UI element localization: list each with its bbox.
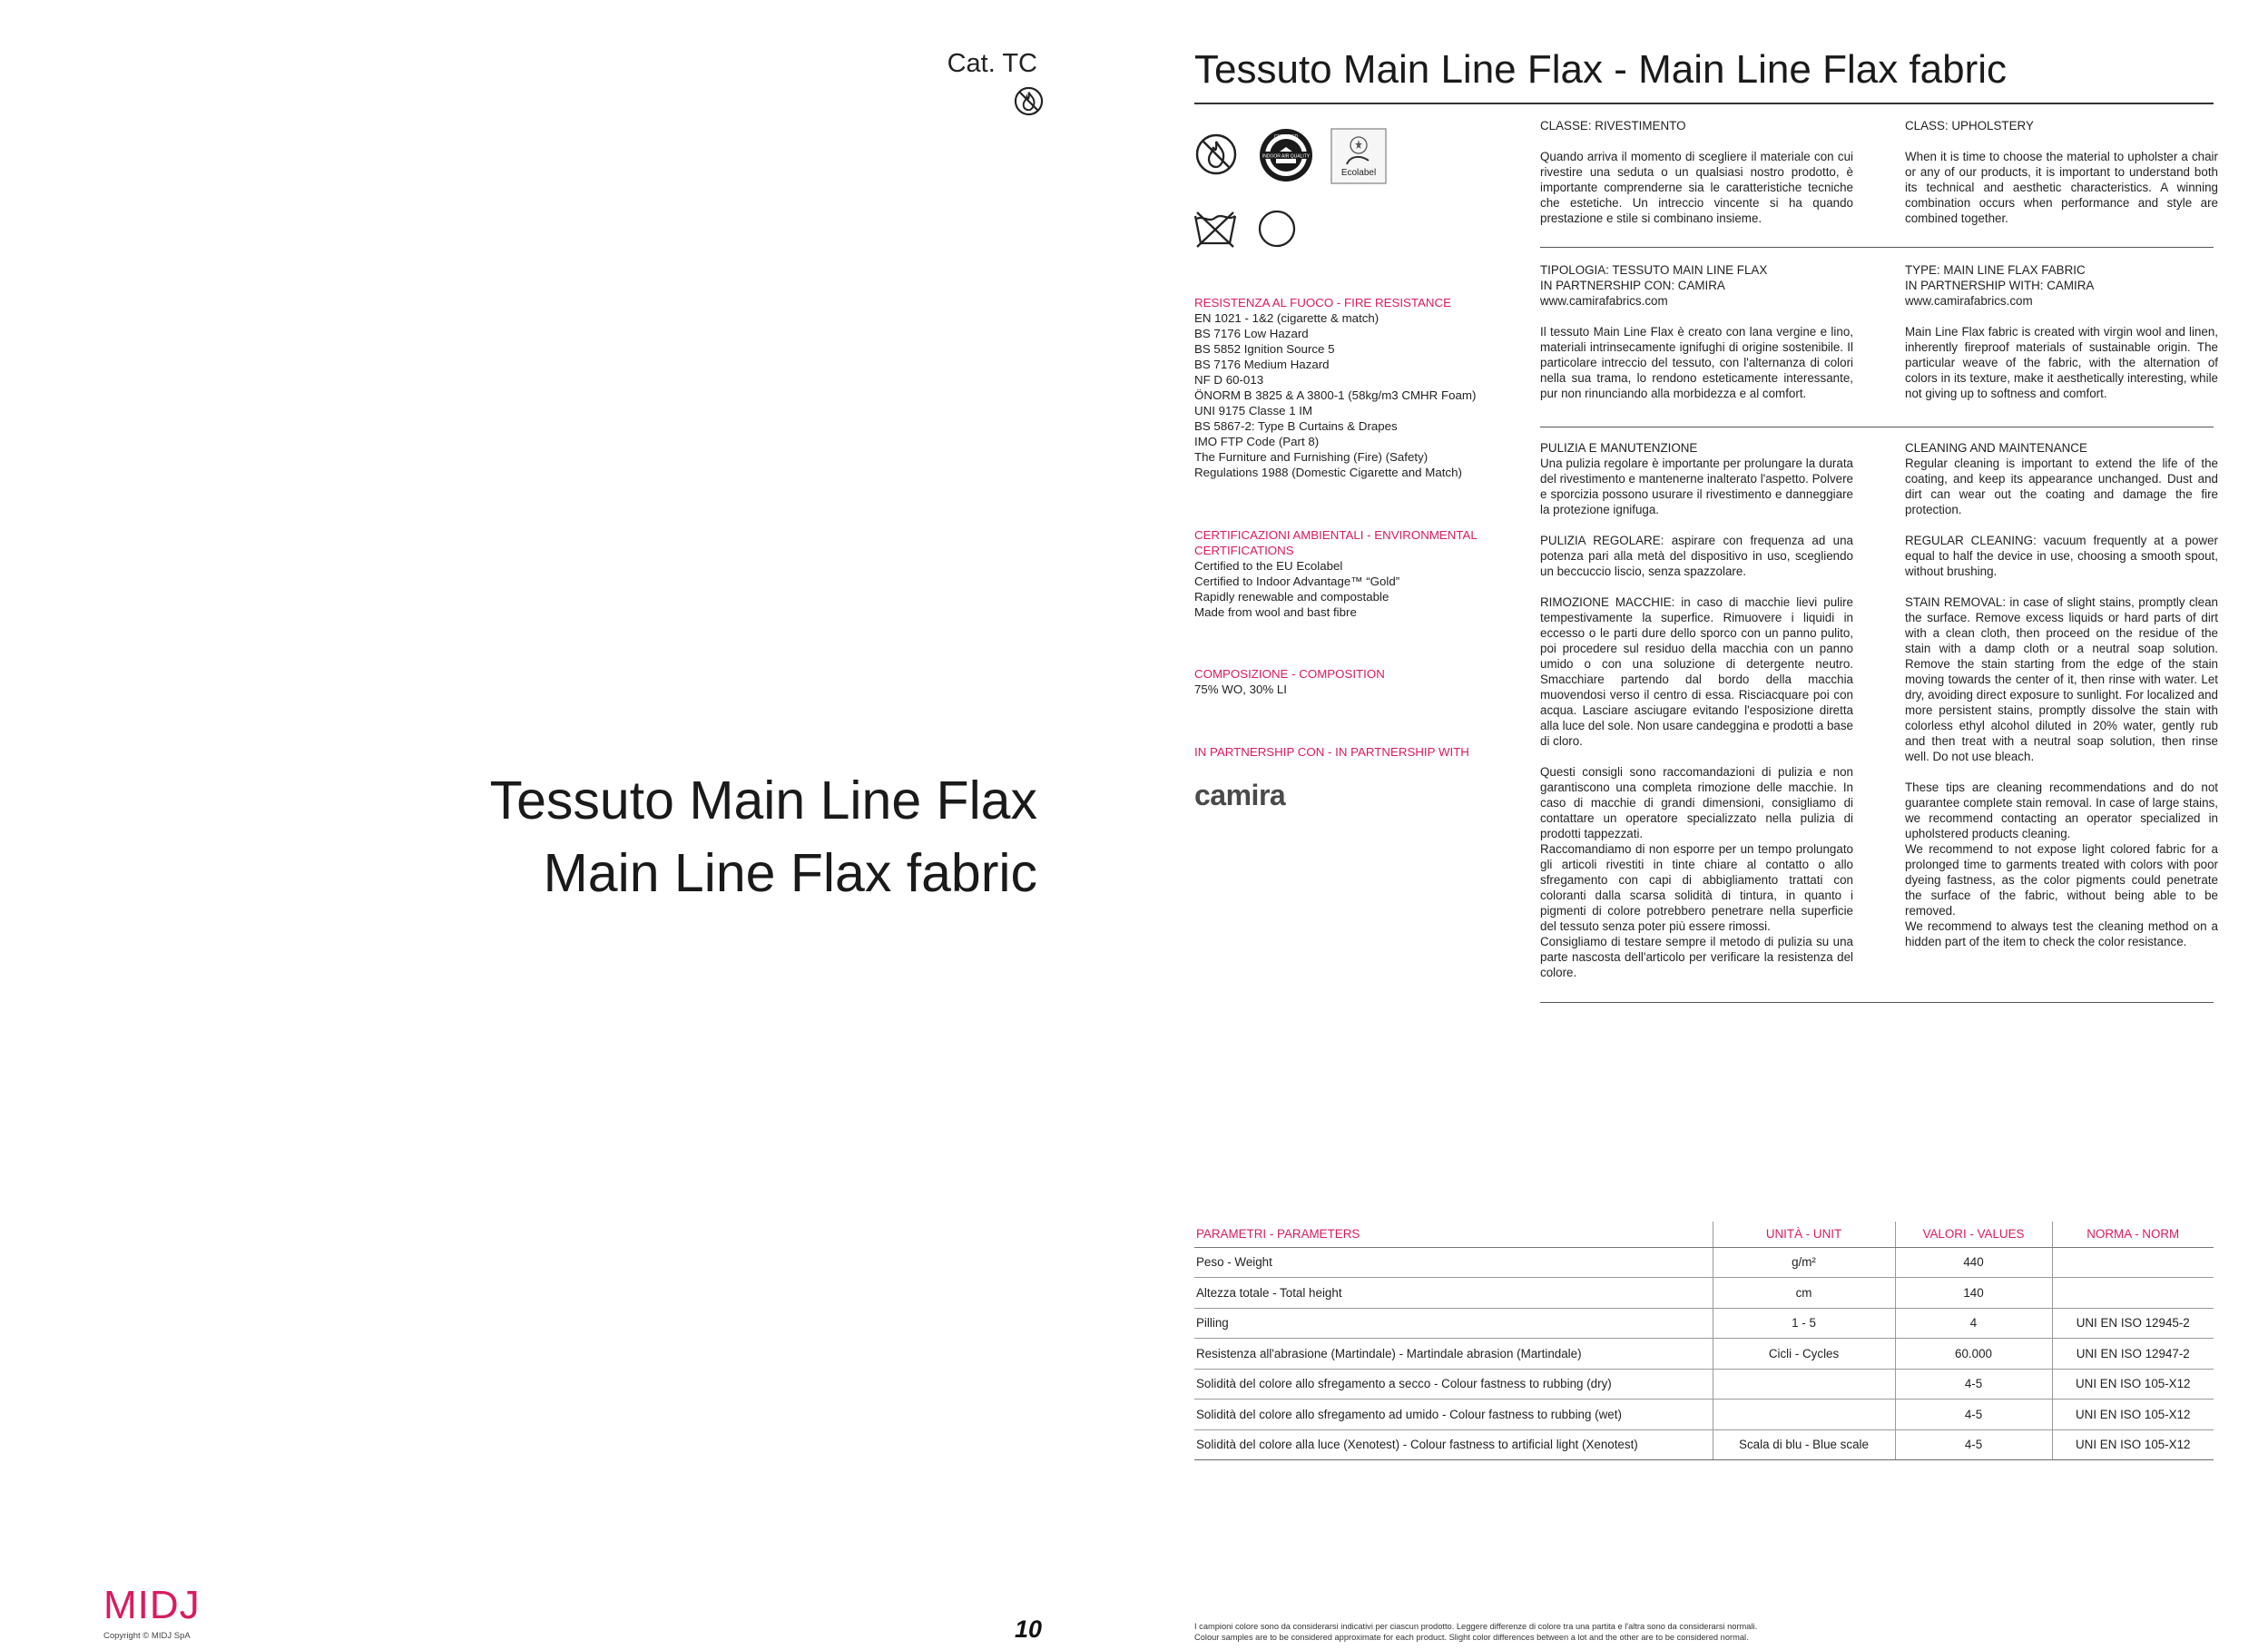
fire-resistance-heading: RESISTENZA AL FUOCO - FIRE RESISTANCE (1194, 296, 1451, 309)
section-rule (1540, 1002, 2214, 1003)
table-cell: UNI EN ISO 12947-2 (2052, 1339, 2214, 1370)
page-number: 10 (1015, 1616, 1043, 1643)
tumble-dry-icon (1256, 208, 1298, 250)
fire-standard-item: BS 7176 Low Hazard (1194, 327, 1309, 340)
italian-column (1540, 118, 1853, 226)
fire-resistance-section (1194, 295, 1503, 480)
regular-cleaning-it: PULIZIA REGOLARE: aspirare con frequenza ad una potenza pari alla metà del dispositivo in uso, scegliendo un beccuccio liscio, senza spazzolare. (1540, 534, 1853, 578)
website-it: www.camirafabrics.com (1540, 294, 1668, 308)
english-column (1905, 118, 2218, 226)
table-cell: 140 (1895, 1278, 2052, 1309)
table-cell: Altezza totale - Total height (1194, 1278, 1713, 1309)
cleaning-block-it (1540, 440, 1853, 980)
table-row (1194, 1369, 2214, 1400)
composition-value: 75% WO, 30% LI (1194, 683, 1287, 696)
product-title-italian: Tessuto Main Line Flax (489, 771, 1037, 830)
stain-removal-it: RIMOZIONE MACCHIE: in caso di macchie lievi pulire tempestivamente la superfice. Rimuovere i liquidi in eccesso o le parti dure dello sporco con un panno pulito, poi procedere sul residuo della macchia con un panno umido o con una soluzione di detergente neutro. Smacchiare partendo dal bordo della macchia muovendosi verso il centro di essa. Risciacquare poi con acqua. Lasciare asciugare evitando l'esposizione diretta alla luce del sole. Non usare candeggina e prodotti a base di cloro. (1540, 595, 1853, 748)
column-header: NORMA - NORM (2052, 1222, 2214, 1247)
column-header: PARAMETRI - PARAMETERS (1194, 1222, 1713, 1247)
title-rule (1194, 103, 2214, 104)
type-line-it: TIPOLOGIA: TESSUTO MAIN LINE FLAX (1540, 263, 1768, 277)
stain-removal-en: STAIN REMOVAL: in case of slight stains, promptly clean the surface. Remove excess liquids or hard parts of dirt with a clean cloth, then proceed on the residue of the stain with a damp cloth or a neutral soap solution. Remove the stain starting from the edge of the stain moving towards the center of it, then rinse with water. Let dry, avoiding direct exposure to sunlight. For localized and more persistent stains, promptly dissolve the stain with colorless ethyl alcohol diluted in 20% water, gently rub and then treat with a neutral soap solution, then rinse well. Do not use bleach. (1905, 595, 2218, 763)
cleaning-text-en: Regular cleaning is important to extend the life of the coating, and keep its appearance unchanged. Dust and dirt can wear out the coating and damage the fire protection. (1905, 457, 2218, 516)
no-fire-icon (1194, 133, 1238, 176)
fire-standard-item: ÖNORM B 3825 & A 3800-1 (58kg/m3 CMHR Foam) (1194, 388, 1477, 402)
type-text-en: Main Line Flax fabric is created with virgin wool and linen, inherently fireproof materials of sustainable origin. The particular weave of the fabric, with the alternation of colors in its texture, make it aesthetically interesting, while not giving up to softness and comfort. (1905, 325, 2218, 400)
advice-it-3: Consigliamo di testare sempre il metodo di pulizia su una parte nascosta dell'articolo per verificare la resistenza del colore. (1540, 935, 1853, 979)
fire-standard-item: IMO FTP Code (Part 8) (1194, 435, 1320, 448)
column-header: VALORI - VALUES (1895, 1222, 2052, 1247)
table-cell: UNI EN ISO 105-X12 (2052, 1369, 2214, 1400)
type-text-it: Il tessuto Main Line Flax è creato con lana vergine e lino, materiali intrinsecamente ignifughi di origine sostenibile. Il particolare intreccio del tessuto, con l'alternanza di colori nella sua trama, lo rendono esteticamente interessante, pur non rinunciando alla morbidezza e al comfort. (1540, 325, 1853, 400)
page-title: Tessuto Main Line Flax - Main Line Flax fabric (1194, 47, 2008, 92)
table-cell: UNI EN ISO 105-X12 (2052, 1400, 2214, 1430)
svg-text:CERTIFIED: CERTIFIED (1273, 134, 1299, 140)
table-cell: Solidità del colore allo sfregamento a secco - Colour fastness to rubbing (dry) (1194, 1369, 1713, 1400)
table-cell: 4-5 (1895, 1400, 2052, 1430)
cleaning-text-it: Una pulizia regolare è importante per prolungare la durata del rivestimento e mantenerne inalterato l'aspetto. Polvere e sporcizia possono usurare il rivestimento e danneggiare la protezione ignifuga. (1540, 457, 1853, 516)
table-cell: Solidità del colore alla luce (Xenotest) - Colour fastness to artificial light (Xenotest) (1194, 1429, 1713, 1460)
table-row (1194, 1339, 2214, 1370)
composition-heading: COMPOSIZIONE - COMPOSITION (1194, 667, 1385, 681)
fire-standard-item: UNI 9175 Classe 1 IM (1194, 404, 1313, 417)
table-cell (1713, 1369, 1895, 1400)
footer-disclaimer (1194, 1621, 1757, 1643)
section-rule (1540, 247, 2214, 248)
table-cell: Pilling (1194, 1308, 1713, 1339)
environmental-item: Made from wool and bast fibre (1194, 605, 1357, 619)
advice-en-3: We recommend to always test the cleaning method on a hidden part of the item to check the color resistance. (1905, 919, 2218, 948)
table-row (1194, 1429, 2214, 1460)
type-line-en: TYPE: MAIN LINE FLAX FABRIC (1905, 263, 2086, 277)
fire-standard-item: The Furniture and Furnishing (Fire) (Safety) (1194, 450, 1429, 464)
class-text-en: When it is time to choose the material to upholster a chair or any of our products, it is important to understand both its technical and aesthetic characteristics. A winning combination occurs when performance and style are combined together. (1905, 150, 2218, 225)
table-cell: UNI EN ISO 105-X12 (2052, 1429, 2214, 1460)
table-cell: cm (1713, 1278, 1895, 1309)
camira-logo: camira (1194, 779, 1286, 811)
table-cell: UNI EN ISO 12945-2 (2052, 1308, 2214, 1339)
product-title-english: Main Line Flax fabric (543, 843, 1037, 903)
cleaning-heading-it: PULIZIA E MANUTENZIONE (1540, 441, 1698, 455)
fire-standard-item: NF D 60-013 (1194, 373, 1264, 387)
fire-resistant-icon (1014, 86, 1044, 116)
svg-text:INDOOR AIR QUALITY: INDOOR AIR QUALITY (1262, 153, 1311, 160)
table-cell: g/m² (1713, 1247, 1895, 1278)
class-text-it: Quando arriva il momento di scegliere il materiale con cui rivestire una seduta o un qualsiasi nostro prodotto, è importante comprenderne sia le caratteristiche tecniche che estetiche. Un intreccio vincente si ha quando prestazione e stile si combinano insieme. (1540, 150, 1853, 225)
no-wash-icon (1192, 207, 1239, 249)
table-cell: Scala di blu - Blue scale (1713, 1429, 1895, 1460)
column-header: UNITÀ - UNIT (1713, 1222, 1895, 1247)
environmental-heading: CERTIFICAZIONI AMBIENTALI - ENVIRONMENTAL (1194, 528, 1478, 542)
table-cell (2052, 1278, 2214, 1309)
midj-logo (103, 1584, 212, 1624)
cleaning-heading-en: CLEANING AND MAINTENANCE (1905, 441, 2087, 455)
cleaning-block-en (1905, 440, 2218, 949)
disclaimer-italian: I campioni colore sono da considerarsi indicativi per ciascun prodotto. Leggere differenze di colore tra una partita e l'altra sono da considerarsi normali. (1194, 1622, 1758, 1631)
table-cell: 4-5 (1895, 1369, 2052, 1400)
indoor-advantage-seal-icon (1258, 127, 1314, 183)
environmental-item: Rapidly renewable and compostable (1194, 590, 1389, 604)
fire-standard-item: BS 5867-2: Type B Curtains & Drapes (1194, 419, 1398, 433)
type-block-en (1905, 262, 2218, 401)
partner-line-it: IN PARTNERSHIP CON: CAMIRA (1540, 279, 1725, 292)
environmental-heading-cont: CERTIFICATIONS (1194, 544, 1294, 557)
environmental-section (1194, 527, 1503, 620)
table-cell: 60.000 (1895, 1339, 2052, 1370)
table-row (1194, 1308, 2214, 1339)
class-heading-en: CLASS: UPHOLSTERY (1905, 119, 2034, 133)
table-row (1194, 1247, 2214, 1278)
partnership-section (1194, 744, 1503, 760)
regular-cleaning-en: REGULAR CLEANING: vacuum frequently at a power equal to half the device in use, choosing a smooth spout, without brushing. (1905, 534, 2218, 578)
table-header-row (1194, 1222, 2214, 1247)
table-cell: Cicli - Cycles (1713, 1339, 1895, 1370)
ecolabel-icon (1330, 128, 1387, 184)
table-cell: Peso - Weight (1194, 1247, 1713, 1278)
copyright: Copyright © MIDJ SpA (103, 1631, 191, 1641)
fire-standard-item: Regulations 1988 (Domestic Cigarette and Match) (1194, 466, 1462, 479)
advice-it: Questi consigli sono raccomandazioni di pulizia e non garantiscono una completa rimozione delle macchie. In caso di macchie di grandi dimensioni, consigliamo di contattare un operatore specializzato nella pulizia di prodotti tappezzati. (1540, 765, 1853, 840)
advice-en-2: We recommend to not expose light colored fabric for a prolonged time to garments treated with colors with poor dyeing fastness, as the color pigments could penetrate the surface of the fabric, without being able to be removed. (1905, 842, 2218, 918)
parameters-table (1194, 1222, 2214, 1460)
table-cell: 4 (1895, 1308, 2052, 1339)
partner-line-en: IN PARTNERSHIP WITH: CAMIRA (1905, 279, 2095, 292)
svg-text:Ecolabel: Ecolabel (1340, 168, 1377, 178)
table-cell: 4-5 (1895, 1429, 2052, 1460)
table-row (1194, 1278, 2214, 1309)
svg-text:MIDJ: MIDJ (103, 1584, 201, 1624)
table-row (1194, 1400, 2214, 1430)
disclaimer-english: Colour samples are to be considered approximate for each product. Slight color differences between a lot and the other are to be considered normal. (1194, 1633, 1749, 1642)
table-cell: 1 - 5 (1713, 1308, 1895, 1339)
class-heading-it: CLASSE: RIVESTIMENTO (1540, 119, 1686, 133)
table-cell: Solidità del colore allo sfregamento ad umido - Colour fastness to rubbing (wet) (1194, 1400, 1713, 1430)
category-label: Cat. TC (947, 49, 1037, 78)
advice-it-2: Raccomandiamo di non esporre per un tempo prolungato gli articoli rivestiti in tinte chiare al contatto o allo sfregamento con capi di abbigliamento trattati con coloranti dalla scarsa solidità di tintura, in quanto i pigmenti di colore potrebbero penetrare nella superficie del tessuto senza poter più essere rimossi. (1540, 842, 1853, 933)
environmental-item: Certified to the EU Ecolabel (1194, 559, 1343, 573)
fire-standard-item: BS 7176 Medium Hazard (1194, 358, 1330, 371)
advice-en: These tips are cleaning recommendations and do not guarantee complete stain removal. In case of large stains, we recommend contacting an operator specialized in upholstered products cleaning. (1905, 781, 2218, 840)
type-block-it (1540, 262, 1853, 401)
table-cell: 440 (1895, 1247, 2052, 1278)
table-cell (2052, 1247, 2214, 1278)
partnership-heading: IN PARTNERSHIP CON - IN PARTNERSHIP WITH (1194, 745, 1469, 759)
website-en: www.camirafabrics.com (1905, 294, 2033, 308)
environmental-item: Certified to Indoor Advantage™ “Gold” (1194, 575, 1400, 588)
fire-standard-item: BS 5852 Ignition Source 5 (1194, 342, 1335, 356)
fire-standard-item: EN 1021 - 1&2 (cigarette & match) (1194, 311, 1379, 325)
table-cell (1713, 1400, 1895, 1430)
table-cell: Resistenza all'abrasione (Martindale) - Martindale abrasion (Martindale) (1194, 1339, 1713, 1370)
composition-section (1194, 666, 1503, 697)
